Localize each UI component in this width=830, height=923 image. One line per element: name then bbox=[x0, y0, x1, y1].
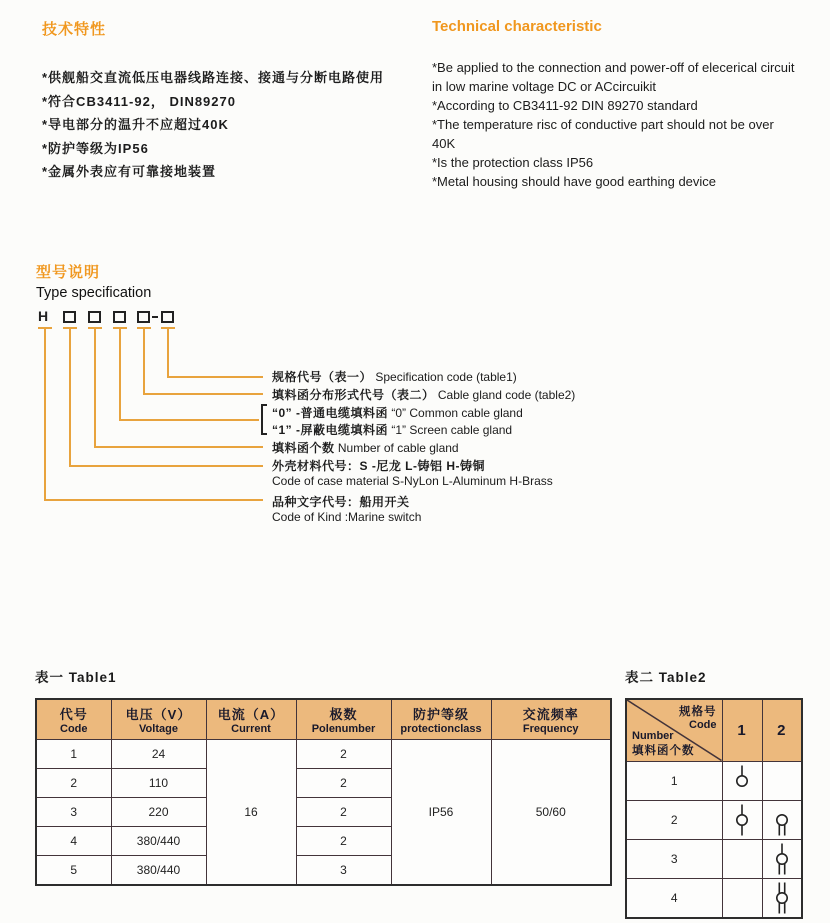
tech-line: *Is the protection class IP56 bbox=[432, 155, 594, 170]
leader-line-h bbox=[119, 419, 259, 421]
header-label-en: Code bbox=[60, 723, 88, 735]
header-label-en: Current bbox=[231, 723, 271, 735]
model-digit-box-4 bbox=[137, 311, 150, 323]
tech-section-en bbox=[432, 18, 795, 191]
spec-label-specification-code: 规格代号（表一） Specification code (table1) bbox=[272, 370, 517, 384]
spec-label-kind-en: Code of Kind :Marine switch bbox=[272, 510, 422, 524]
leader-line-v bbox=[44, 329, 46, 500]
cell-gland-layout-code1 bbox=[722, 839, 762, 878]
header-label-zh: 2 bbox=[777, 721, 787, 739]
tech-line: *Be applied to the connection and power-off of elecerical circuit bbox=[432, 60, 795, 75]
table-header-cell bbox=[296, 699, 391, 740]
tech-bullet: *金属外表应有可靠接地装置 bbox=[42, 164, 217, 179]
table1-head bbox=[36, 699, 611, 740]
table2-row bbox=[626, 878, 802, 918]
leader-line-h bbox=[94, 446, 263, 448]
cell-polenumber: 2 bbox=[296, 740, 391, 769]
table2-head bbox=[626, 699, 802, 761]
tech-bullet: *符合CB3411-92， DIN89270 bbox=[42, 93, 236, 109]
leader-line-v bbox=[167, 329, 169, 376]
table1-row bbox=[36, 740, 611, 769]
cell-code: 1 bbox=[36, 740, 111, 769]
corner-bottom-label bbox=[632, 730, 695, 758]
tech-line: 40K bbox=[432, 136, 456, 151]
model-digit-box-1 bbox=[63, 311, 76, 323]
cell-gland-layout-code2 bbox=[762, 878, 802, 918]
cell-gland-layout-code2 bbox=[762, 761, 802, 800]
tech-bullet: *供舰船交直流低压电器线路连接、接通与分断电路使用 bbox=[42, 70, 385, 85]
cell-gland-layout-code2 bbox=[762, 800, 802, 839]
table2 bbox=[625, 698, 803, 919]
tech-lines-en bbox=[432, 58, 795, 191]
corner-wrap bbox=[627, 700, 722, 761]
header-label-zh: 交流频率 bbox=[522, 707, 579, 722]
cable-gland-symbol-icon bbox=[770, 841, 794, 877]
tech-bullet: *导电部分的温升不应超过40K bbox=[42, 117, 229, 132]
model-prefix-h: H bbox=[38, 308, 49, 324]
header-label-zh: 极数 bbox=[329, 707, 358, 722]
table2-corner-cell bbox=[626, 699, 722, 761]
table2-row bbox=[626, 839, 802, 878]
spec-label-case-material-zh: 外壳材料代号：S -尼龙 L-铸铝 H-铸铜 bbox=[272, 459, 485, 473]
cell-gland-layout-code2 bbox=[762, 839, 802, 878]
tech-line: *Metal housing should have good earthing device bbox=[432, 174, 717, 189]
tech-line: *The temperature risc of conductive part should not be over bbox=[432, 117, 774, 132]
table2-code-column-header bbox=[722, 699, 762, 761]
spec-label-gland-number: 填料函个数 Number of cable gland bbox=[272, 441, 459, 455]
table-header-cell bbox=[206, 699, 296, 740]
table2-code-column-header bbox=[762, 699, 802, 761]
leader-line-v bbox=[69, 329, 71, 466]
cell-code: 4 bbox=[36, 827, 111, 856]
header-label-en: Frequency bbox=[522, 723, 579, 735]
cell-voltage: 380/440 bbox=[111, 856, 206, 885]
corner-top-label bbox=[679, 703, 717, 731]
cell-frequency-merged: 50/60 bbox=[491, 740, 611, 885]
typespec-title-zh: 型号说明 bbox=[36, 264, 101, 281]
tech-bullet: *防护等级为IP56 bbox=[42, 140, 149, 156]
spec-label-case-material-en: Code of case material S-NyLon L-Aluminum H-Brass bbox=[272, 474, 553, 488]
tech-section-zh bbox=[42, 18, 384, 184]
table2-title: 表二 Table2 bbox=[625, 670, 707, 685]
cell-voltage: 220 bbox=[111, 798, 206, 827]
cell-current-merged: 16 bbox=[206, 740, 296, 885]
leader-line-h bbox=[167, 376, 263, 378]
model-digit-box-3 bbox=[113, 311, 126, 323]
cell-code: 2 bbox=[36, 769, 111, 798]
spec-label-kind-zh: 品种文字代号：船用开关 bbox=[272, 495, 410, 509]
header-label-en: protectionclass bbox=[400, 723, 482, 735]
tech-line: in low marine voltage DC or ACcircuikit bbox=[432, 79, 656, 94]
cell-gland-number: 3 bbox=[626, 839, 722, 878]
cell-polenumber: 2 bbox=[296, 827, 391, 856]
leader-line-v bbox=[94, 329, 96, 446]
leader-line-h bbox=[69, 465, 263, 467]
cell-gland-layout-code1 bbox=[722, 761, 762, 800]
leader-line-h bbox=[44, 499, 263, 501]
corner-top-en: Code bbox=[689, 719, 717, 731]
cell-gland-number: 2 bbox=[626, 800, 722, 839]
spec-label-common-gland: “0” -普通电缆填料函 “0” Common cable gland bbox=[272, 406, 523, 420]
header-label-en: Polenumber bbox=[311, 723, 376, 735]
cable-gland-symbol-icon bbox=[730, 763, 754, 799]
cell-voltage: 24 bbox=[111, 740, 206, 769]
corner-bottom-en: Number bbox=[632, 729, 674, 742]
cable-gland-symbol-icon bbox=[730, 802, 754, 838]
option-bracket bbox=[261, 404, 267, 435]
table1-title: 表一 Table1 bbox=[35, 670, 117, 685]
cable-gland-symbol-icon bbox=[770, 802, 794, 838]
table2-header-row bbox=[626, 699, 802, 761]
corner-bottom-zh: 填料函个数 bbox=[632, 744, 695, 757]
leader-line-v bbox=[119, 329, 121, 419]
header-label-en: Voltage bbox=[139, 723, 178, 735]
table2-body bbox=[626, 761, 802, 918]
cell-voltage: 380/440 bbox=[111, 827, 206, 856]
model-dash bbox=[152, 316, 158, 318]
cell-voltage: 110 bbox=[111, 769, 206, 798]
model-digit-box-5 bbox=[161, 311, 174, 323]
leader-line-h bbox=[143, 393, 263, 395]
cell-gland-layout-code1 bbox=[722, 800, 762, 839]
cell-code: 5 bbox=[36, 856, 111, 885]
tech-title-zh: 技术特性 bbox=[42, 21, 107, 38]
table-header-cell bbox=[491, 699, 611, 740]
cell-gland-number: 1 bbox=[626, 761, 722, 800]
header-label-zh: 电压（V） bbox=[125, 707, 192, 722]
header-label-zh: 1 bbox=[737, 721, 747, 739]
cell-protection-merged: IP56 bbox=[391, 740, 491, 885]
table-header-cell bbox=[391, 699, 491, 740]
cable-gland-symbol-icon bbox=[770, 880, 794, 916]
tech-line: *According to CB3411-92 DIN 89270 standard bbox=[432, 98, 698, 113]
header-label-zh: 电流（A） bbox=[217, 707, 285, 722]
model-digit-box-2 bbox=[88, 311, 101, 323]
spec-label-cable-gland-code: 填料函分布形式代号（表二） Cable gland code (table2) bbox=[272, 388, 576, 402]
cell-polenumber: 2 bbox=[296, 798, 391, 827]
corner-top-zh: 规格号 bbox=[679, 706, 717, 718]
table1-header-row bbox=[36, 699, 611, 740]
table1-body bbox=[36, 740, 611, 885]
tech-bullets-zh bbox=[42, 66, 384, 184]
cell-polenumber: 2 bbox=[296, 769, 391, 798]
cell-gland-number: 4 bbox=[626, 878, 722, 918]
typespec-title-en: Type specification bbox=[36, 285, 152, 301]
table2-row bbox=[626, 800, 802, 839]
leader-line-v bbox=[143, 329, 145, 393]
tech-title-en: Technical characteristic bbox=[432, 18, 602, 35]
table-header-cell bbox=[36, 699, 111, 740]
table2-row bbox=[626, 761, 802, 800]
cell-gland-layout-code1 bbox=[722, 878, 762, 918]
cell-code: 3 bbox=[36, 798, 111, 827]
cell-polenumber: 3 bbox=[296, 856, 391, 885]
header-label-zh: 代号 bbox=[59, 707, 88, 722]
spec-label-screen-gland: “1” -屏蔽电缆填料函 “1” Screen cable gland bbox=[272, 423, 513, 437]
header-label-zh: 防护等级 bbox=[412, 707, 469, 722]
table1 bbox=[35, 698, 612, 886]
table-header-cell bbox=[111, 699, 206, 740]
